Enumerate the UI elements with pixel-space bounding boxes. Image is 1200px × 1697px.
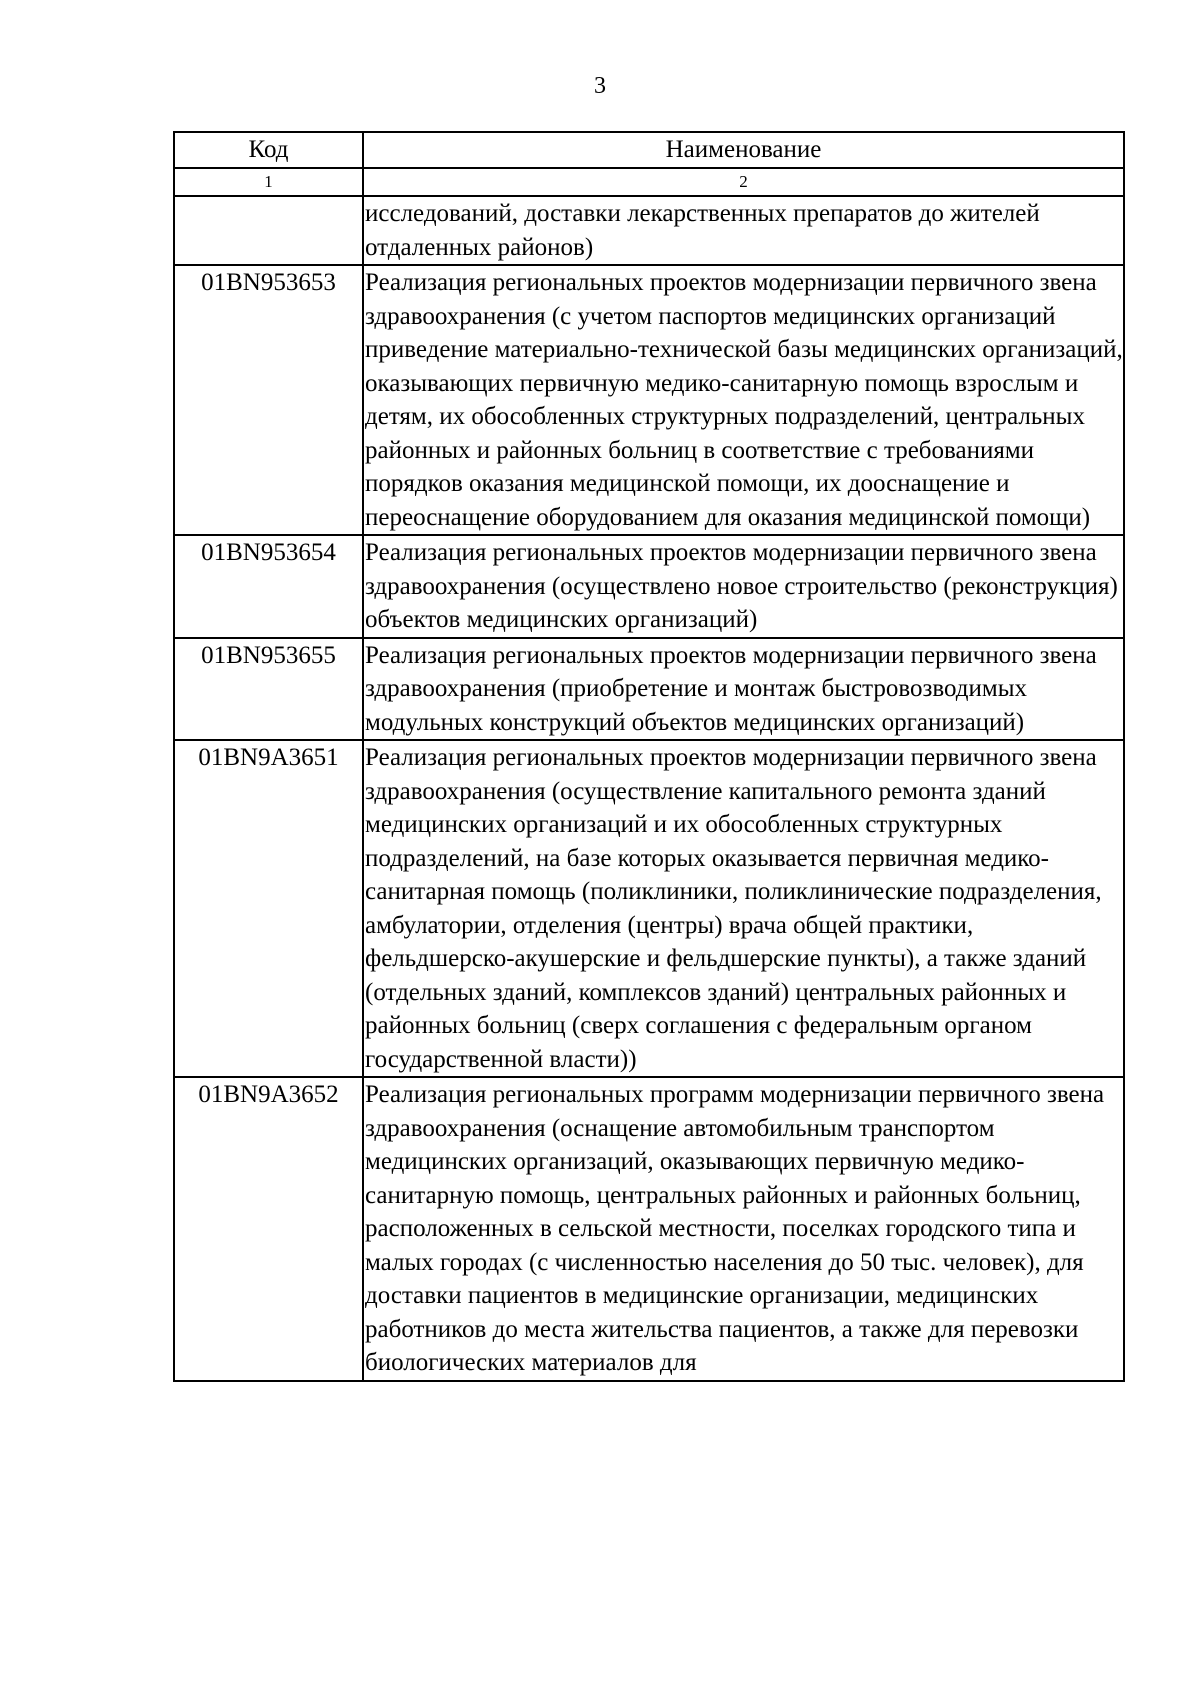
column-number-1: 1	[174, 168, 363, 196]
column-number-2: 2	[363, 168, 1124, 196]
page-number: 3	[594, 73, 606, 99]
row-code: 01BN9A3651	[174, 740, 363, 1077]
column-numbering-row	[174, 168, 1124, 196]
row-name: Реализация региональных проектов модернизации первичного звена здравоохранения (с учетом паспортов медицинских организаций приведение материально-технической базы медицинских организаций, оказывающих первичную медико-санитарную помощь взрослым и детям, их обособленных структурных подразделений, центральных районных и районных больниц в соответствие с требованиями порядков оказания медицинской помощи, их дооснащение и переоснащение оборудованием для оказания медицинской помощи)	[363, 265, 1124, 535]
row-code: 01BN953653	[174, 265, 363, 535]
table-row	[174, 265, 1124, 535]
row-code	[174, 196, 363, 265]
header-row	[174, 132, 1124, 168]
row-name: Реализация региональных программ модернизации первичного звена здравоохранения (оснащение автомобильным транспортом медицинских организаций, оказывающих первичную медико-санитарную помощь, центральных районных и районных больниц, расположенных в сельской местности, поселках городского типа и малых городах (с численностью населения до 50 тыс. человек), для доставки пациентов в медицинские организации, медицинских работников до места жительства пациентов, а также для перевозки биологических материалов для	[363, 1077, 1124, 1381]
table-row	[174, 740, 1124, 1077]
row-name: Реализация региональных проектов модернизации первичного звена здравоохранения (осуществлено новое строительство (реконструкция) объектов медицинских организаций)	[363, 535, 1124, 638]
row-code: 01BN953654	[174, 535, 363, 638]
row-name: Реализация региональных проектов модернизации первичного звена здравоохранения (приобретение и монтаж быстровозводимых модульных конструкций объектов медицинских организаций)	[363, 638, 1124, 741]
table-row	[174, 196, 1124, 265]
classification-table	[173, 131, 1125, 1382]
header-name: Наименование	[363, 132, 1124, 168]
table-row	[174, 535, 1124, 638]
row-name: исследований, доставки лекарственных препаратов до жителей отдаленных районов)	[363, 196, 1124, 265]
table-row	[174, 638, 1124, 741]
header-code: Код	[174, 132, 363, 168]
row-name: Реализация региональных проектов модернизации первичного звена здравоохранения (осуществление капитального ремонта зданий медицинских организаций и их обособленных структурных подразделений, на базе которых оказывается первичная медико-санитарная помощь (поликлиники, поликлинические подразделения, амбулатории, отделения (центры) врача общей практики, фельдшерско-акушерские и фельдшерские пункты), а также зданий (отдельных зданий, комплексов зданий) центральных районных и районных больниц (сверх соглашения с федеральным органом государственной власти))	[363, 740, 1124, 1077]
row-code: 01BN953655	[174, 638, 363, 741]
row-code: 01BN9A3652	[174, 1077, 363, 1381]
table-row	[174, 1077, 1124, 1381]
